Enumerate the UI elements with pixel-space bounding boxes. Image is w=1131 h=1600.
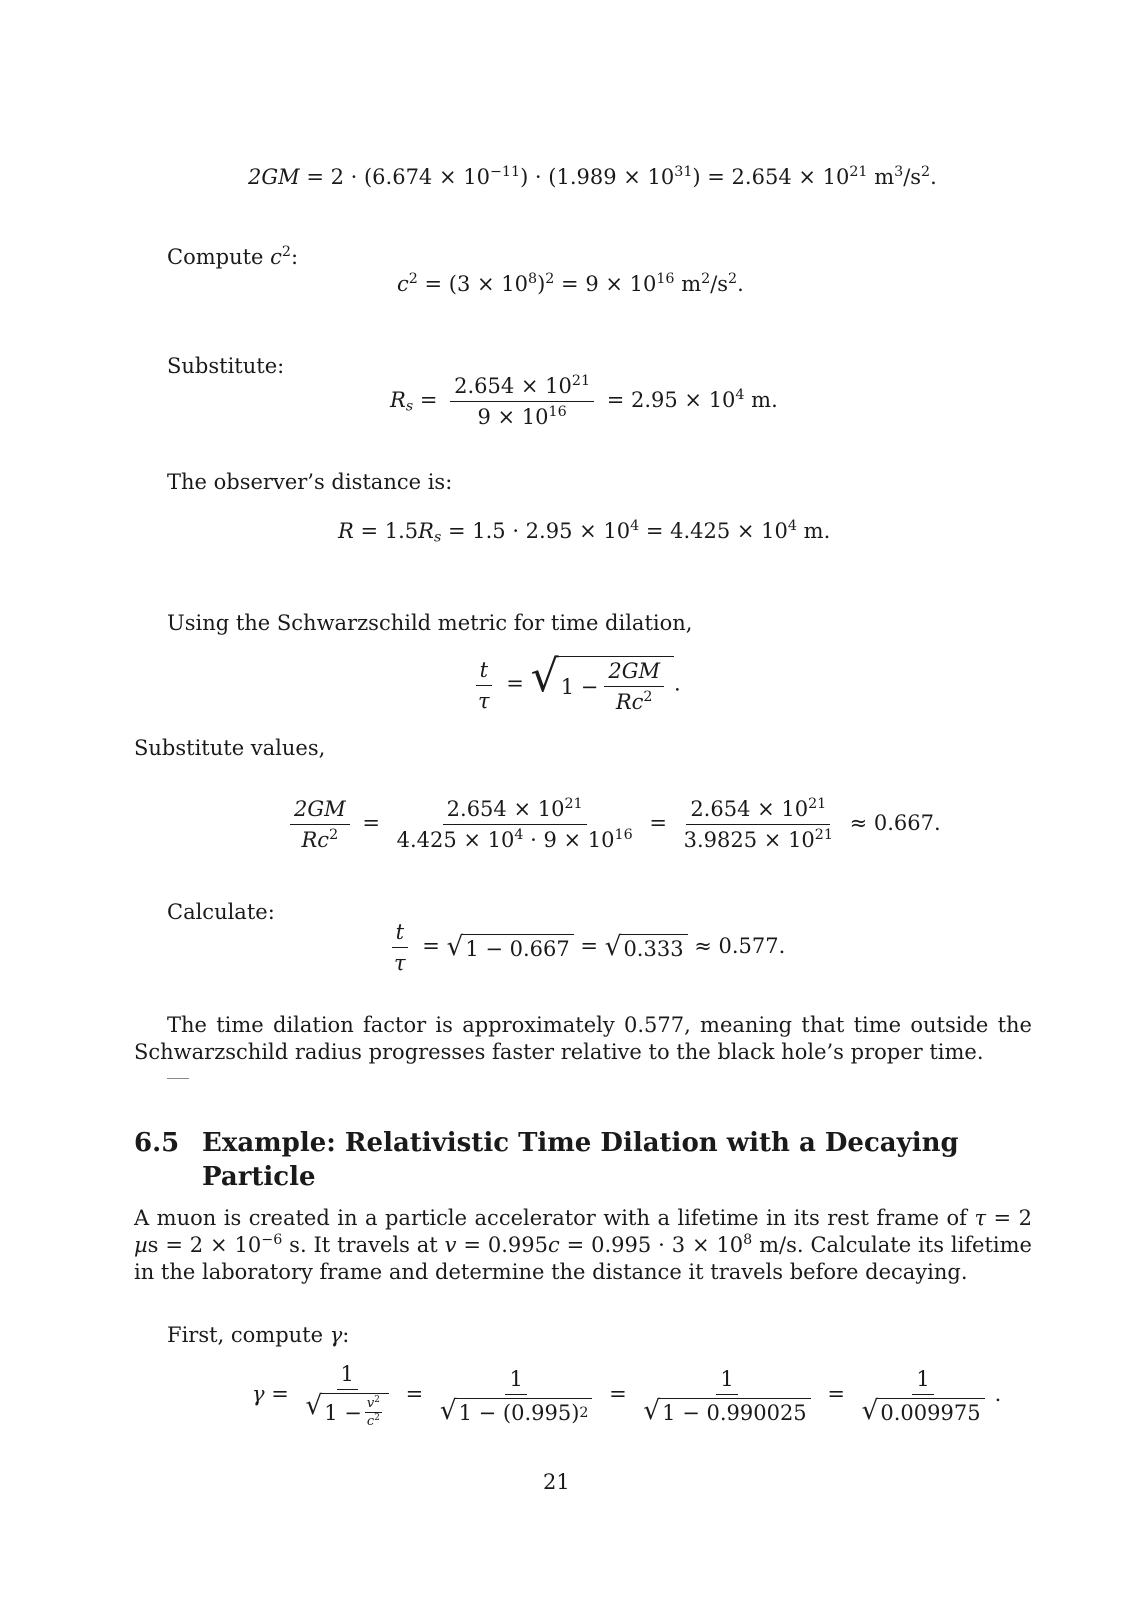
section-number: 6.5 (134, 1128, 180, 1158)
equation-c2: $c^2 = (3 \times 10^8)^2 = 9 \times 10^{16}$ $m^2/s^2$. (397, 271, 744, 296)
label-using-schwarzschild: Using the Schwarzschild metric for time dilation, (167, 611, 693, 635)
equation-2gm: $2GM = 2 \cdot (6.674 \times 10^{-11}) \cdot (1.989 \times 10^{31}) = 2.654 \times 10^{21}$ $m^3/s^2$. (248, 164, 937, 189)
equation-time-dilation: $\frac{t}{\tau}$ = √ 1 − $\frac{2GM}{Rc^2}$ . (468, 656, 681, 714)
separator-dash (167, 1078, 189, 1079)
equation-result: $\frac{t}{\tau}$ = √ 1 − 0.667 = √ 0.333 ≈ 0.577. (384, 920, 785, 975)
equation-gamma: γ = 1 √ 1 − $\frac{v^2}{c^2}$ = 1 √ 1 − (0.995) 2 = 1 √ 1 − 0.990025 = 1 √ 0.009975 . (252, 1362, 1002, 1429)
label-observer-distance: The observer’s distance is: (167, 470, 453, 494)
equation-rs: $R_s$ = $\frac{2.654 \times 10^{21}}{9 \times 10^{16}}$ = $2.95 \times 10^4$ m. (390, 373, 778, 429)
equation-ratio: $\frac{2GM}{Rc^2}$ = $\frac{2.654 \times 10^{21}}{4.425 \times 10^4 \cdot 9 \times 10^{16}}$ = $\frac{2.654 \times 10^{21}}{3.9825 \times 10^{21}}$ ≈ 0.667. (284, 797, 941, 852)
equation-r: $R = 1.5R_s = 1.5 \cdot 2.95 \times 10^4 = 4.425 \times 10^4$ m. (338, 518, 831, 546)
label-substitute-values: Substitute values, (134, 736, 326, 760)
conclusion-paragraph: The time dilation factor is approximately 0.577, meaning that time outside the Schwarzschild radius progresses faster relative to the black hole’s proper time. (134, 1013, 1032, 1064)
label-substitute: Substitute: (167, 354, 285, 378)
section-title: Example: Relativistic Time Dilation with a Decaying Particle (202, 1128, 959, 1192)
intro-paragraph: A muon is created in a particle accelerator with a lifetime in its rest frame of τ = 2 $\mu s = 2 \times 10^{-6}$ s. It travels at $v = 0.995c = 0.995 \cdot 3 \times 10^8$ m/s. Calculate its lifetime in the laboratory frame and determine the distance it travels before decaying. (134, 1206, 1032, 1284)
label-first-compute-gamma: First, compute γ: (167, 1323, 350, 1347)
page-number: 21 (543, 1470, 570, 1494)
label-compute-c2: Compute $c^2$: (167, 244, 299, 269)
label-calculate: Calculate: (167, 900, 275, 924)
